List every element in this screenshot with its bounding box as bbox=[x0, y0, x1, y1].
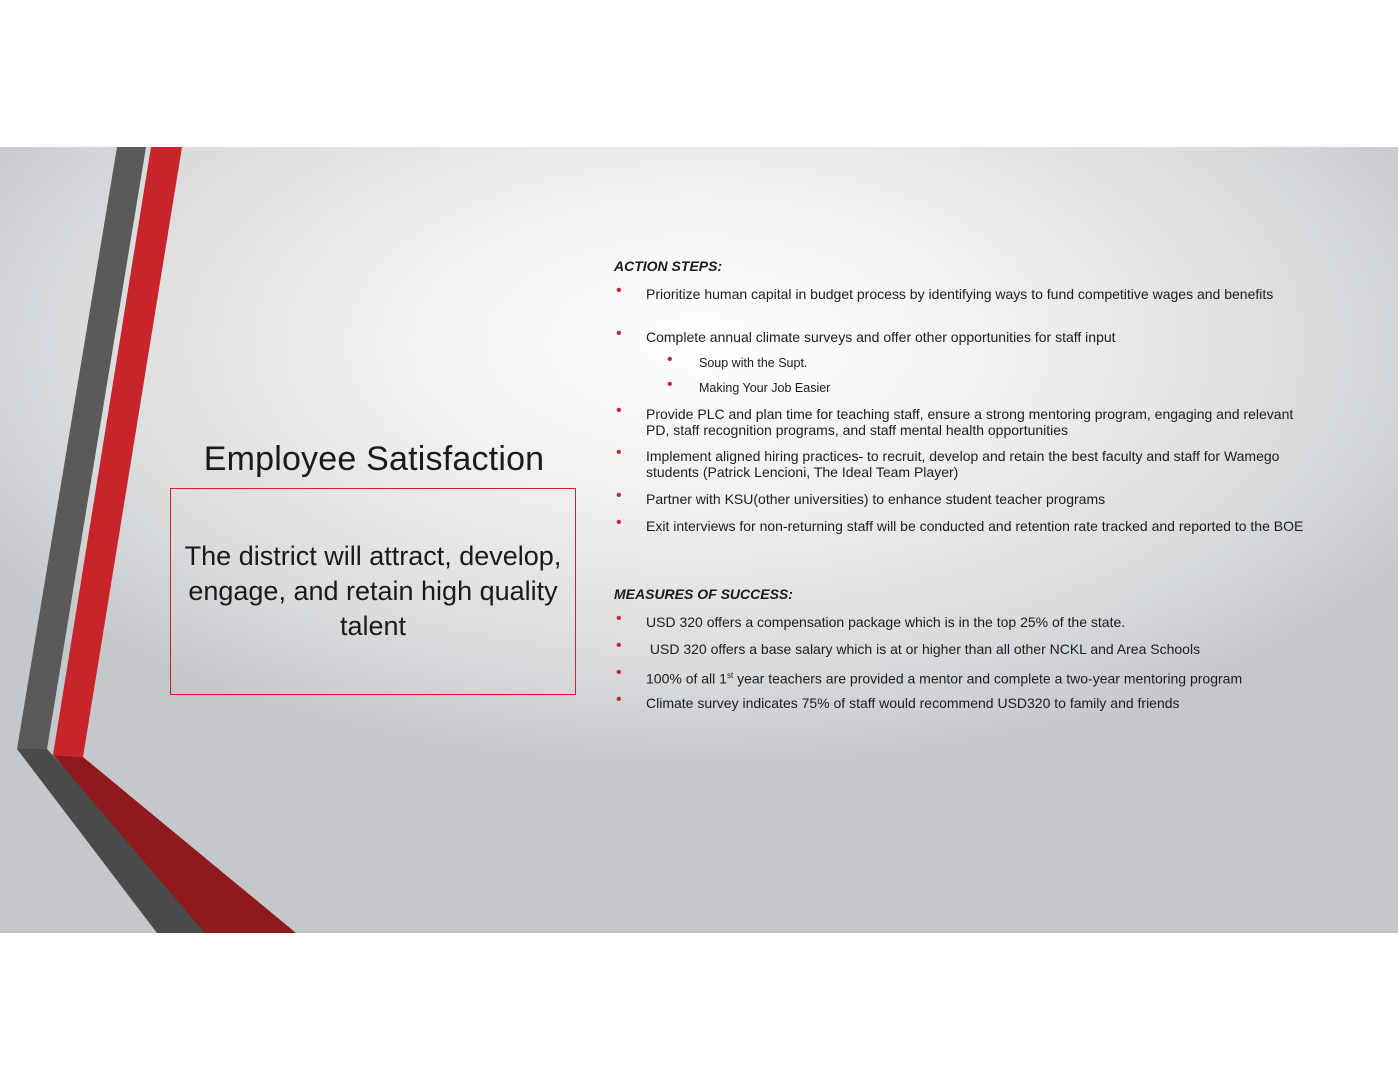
bullet-icon: • bbox=[616, 325, 622, 342]
action-step-item: • Implement aligned hiring practices- to recruit, develop and retain the best faculty and staff for Wamego students (Patrick Lencioni, The Ideal Team Player) bbox=[616, 444, 1280, 480]
slide-title: Employee Satisfaction bbox=[203, 440, 545, 478]
bullet-icon: • bbox=[667, 376, 673, 393]
goal-statement: The district will attract, develop, engage, and retain high quality talent bbox=[184, 541, 562, 641]
measure-item: • USD 320 offers a compensation package which is in the top 25% of the state. bbox=[616, 610, 1126, 630]
bullet-icon: • bbox=[616, 691, 622, 708]
bullet-icon: • bbox=[616, 444, 622, 461]
bullet-icon: • bbox=[616, 664, 622, 681]
measure-item: • 100% of all 1st year teachers are provided a mentor and complete a two-year mentoring program bbox=[616, 664, 1243, 687]
bullet-icon: • bbox=[616, 514, 622, 531]
bullet-icon: • bbox=[616, 282, 622, 299]
action-step-item: • Prioritize human capital in budget process by identifying ways to fund competitive wages and benefits bbox=[616, 282, 1274, 302]
action-step-item: • Provide PLC and plan time for teaching staff, ensure a strong mentoring program, engaging and relevant PD, staff recognition programs, and staff mental health opportunities bbox=[616, 402, 1294, 438]
action-step-item: • Exit interviews for non-returning staff will be conducted and retention rate tracked and reported to the BOE bbox=[616, 514, 1304, 534]
action-step-item: • Complete annual climate surveys and offer other opportunities for staff input bbox=[616, 325, 1116, 345]
measures-heading: MEASURES OF SUCCESS: bbox=[614, 586, 793, 602]
bullet-icon: • bbox=[616, 402, 622, 419]
action-step-item: • Partner with KSU(other universities) to enhance student teacher programs bbox=[616, 487, 1106, 507]
bullet-icon: • bbox=[616, 637, 622, 654]
bullet-icon: • bbox=[616, 610, 622, 627]
measure-item: • Climate survey indicates 75% of staff would recommend USD320 to family and friends bbox=[616, 691, 1180, 711]
goal-box bbox=[170, 488, 576, 695]
action-steps-heading: ACTION STEPS: bbox=[614, 258, 723, 274]
bullet-icon: • bbox=[616, 487, 622, 504]
action-step-subitem: • Making Your Job Easier bbox=[667, 376, 831, 395]
bullet-icon: • bbox=[667, 351, 673, 368]
measure-item: • USD 320 offers a base salary which is at or higher than all other NCKL and Area Schools bbox=[616, 637, 1201, 657]
action-step-subitem: • Soup with the Supt. bbox=[667, 351, 808, 370]
